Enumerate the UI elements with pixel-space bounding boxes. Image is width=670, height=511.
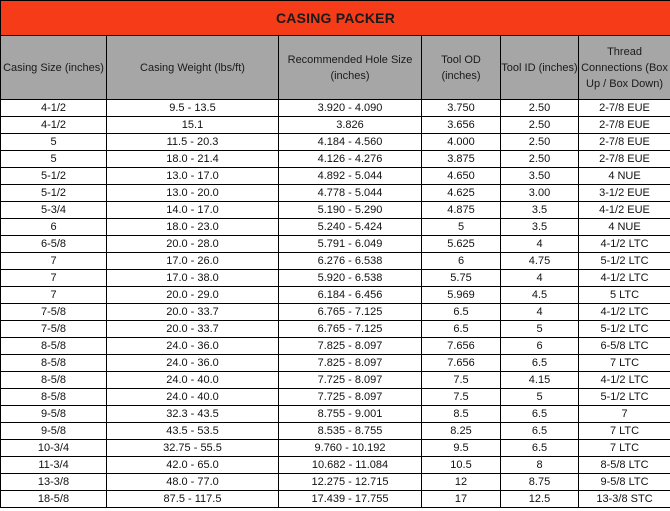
cell-tool-id: 6	[501, 338, 579, 355]
cell-casing-size: 8-5/8	[1, 389, 107, 406]
cell-thread-connection: 5 LTC	[579, 287, 670, 304]
cell-hole-size: 9.760 - 10.192	[279, 440, 422, 457]
cell-casing-size: 13-3/8	[1, 474, 107, 491]
cell-hole-size: 8.755 - 9.001	[279, 406, 422, 423]
table-row	[1, 219, 670, 236]
cell-thread-connection: 7 LTC	[579, 440, 670, 457]
cell-casing-weight: 20.0 - 28.0	[107, 236, 279, 253]
cell-hole-size: 3.920 - 4.090	[279, 100, 422, 117]
header-tool-id: Tool ID (inches)	[501, 36, 579, 100]
cell-casing-size: 18-5/8	[1, 491, 107, 508]
cell-casing-size: 9-5/8	[1, 423, 107, 440]
cell-casing-size: 7	[1, 287, 107, 304]
cell-thread-connection: 4-1/2 LTC	[579, 372, 670, 389]
cell-casing-weight: 17.0 - 38.0	[107, 270, 279, 287]
table-row	[1, 117, 670, 134]
table-body	[1, 100, 670, 508]
cell-thread-connection: 13-3/8 STC	[579, 491, 670, 508]
table-title: CASING PACKER	[1, 1, 670, 36]
cell-casing-weight: 48.0 - 77.0	[107, 474, 279, 491]
cell-tool-od: 8.25	[422, 423, 501, 440]
cell-tool-od: 4.000	[422, 134, 501, 151]
cell-thread-connection: 7	[579, 406, 670, 423]
cell-hole-size: 6.765 - 7.125	[279, 321, 422, 338]
cell-tool-od: 7.5	[422, 389, 501, 406]
cell-tool-id: 2.50	[501, 134, 579, 151]
cell-casing-weight: 42.0 - 65.0	[107, 457, 279, 474]
table-row	[1, 474, 670, 491]
cell-hole-size: 6.765 - 7.125	[279, 304, 422, 321]
table-row	[1, 321, 670, 338]
cell-tool-od: 6.5	[422, 304, 501, 321]
cell-casing-size: 5	[1, 151, 107, 168]
cell-tool-od: 5.75	[422, 270, 501, 287]
table-row	[1, 236, 670, 253]
table-row	[1, 355, 670, 372]
cell-casing-size: 7	[1, 253, 107, 270]
cell-casing-size: 5-1/2	[1, 185, 107, 202]
cell-hole-size: 6.276 - 6.538	[279, 253, 422, 270]
cell-tool-id: 3.5	[501, 219, 579, 236]
cell-thread-connection: 7 LTC	[579, 423, 670, 440]
cell-tool-od: 4.875	[422, 202, 501, 219]
table-row	[1, 304, 670, 321]
cell-tool-id: 8.75	[501, 474, 579, 491]
cell-thread-connection: 6-5/8 LTC	[579, 338, 670, 355]
cell-casing-size: 4-1/2	[1, 117, 107, 134]
cell-hole-size: 6.184 - 6.456	[279, 287, 422, 304]
cell-casing-weight: 24.0 - 40.0	[107, 372, 279, 389]
cell-tool-id: 4.75	[501, 253, 579, 270]
cell-tool-id: 4.15	[501, 372, 579, 389]
header-row	[1, 36, 670, 100]
cell-casing-size: 6-5/8	[1, 236, 107, 253]
table-row	[1, 440, 670, 457]
cell-hole-size: 5.791 - 6.049	[279, 236, 422, 253]
table-row	[1, 491, 670, 508]
cell-hole-size: 8.535 - 8.755	[279, 423, 422, 440]
cell-tool-od: 3.656	[422, 117, 501, 134]
cell-tool-od: 4.625	[422, 185, 501, 202]
cell-thread-connection: 3-1/2 EUE	[579, 185, 670, 202]
cell-tool-id: 4.5	[501, 287, 579, 304]
cell-tool-id: 2.50	[501, 100, 579, 117]
cell-casing-weight: 13.0 - 20.0	[107, 185, 279, 202]
cell-casing-weight: 20.0 - 33.7	[107, 304, 279, 321]
cell-tool-id: 2.50	[501, 117, 579, 134]
cell-tool-od: 6	[422, 253, 501, 270]
cell-hole-size: 7.725 - 8.097	[279, 372, 422, 389]
cell-hole-size: 5.190 - 5.290	[279, 202, 422, 219]
cell-tool-od: 7.656	[422, 338, 501, 355]
table-row	[1, 151, 670, 168]
table-row	[1, 338, 670, 355]
table-row	[1, 168, 670, 185]
cell-hole-size: 7.725 - 8.097	[279, 389, 422, 406]
cell-tool-id: 2.50	[501, 151, 579, 168]
cell-casing-size: 8-5/8	[1, 338, 107, 355]
cell-tool-id: 12.5	[501, 491, 579, 508]
cell-tool-id: 3.50	[501, 168, 579, 185]
cell-thread-connection: 7 LTC	[579, 355, 670, 372]
cell-casing-weight: 43.5 - 53.5	[107, 423, 279, 440]
cell-casing-weight: 24.0 - 36.0	[107, 355, 279, 372]
cell-casing-weight: 32.75 - 55.5	[107, 440, 279, 457]
cell-thread-connection: 2-7/8 EUE	[579, 134, 670, 151]
cell-thread-connection: 4 NUE	[579, 168, 670, 185]
cell-tool-od: 6.5	[422, 321, 501, 338]
cell-casing-weight: 18.0 - 23.0	[107, 219, 279, 236]
cell-casing-size: 5	[1, 134, 107, 151]
table-row	[1, 406, 670, 423]
cell-casing-weight: 32.3 - 43.5	[107, 406, 279, 423]
cell-casing-size: 8-5/8	[1, 372, 107, 389]
cell-tool-od: 7.656	[422, 355, 501, 372]
cell-thread-connection: 4-1/2 EUE	[579, 202, 670, 219]
cell-tool-id: 3.5	[501, 202, 579, 219]
cell-thread-connection: 5-1/2 LTC	[579, 321, 670, 338]
cell-tool-id: 6.5	[501, 440, 579, 457]
cell-thread-connection: 4-1/2 LTC	[579, 236, 670, 253]
cell-hole-size: 3.826	[279, 117, 422, 134]
cell-casing-weight: 20.0 - 29.0	[107, 287, 279, 304]
header-thread-connections: Thread Connections (Box Up / Box Down)	[579, 36, 670, 100]
cell-thread-connection: 9-5/8 LTC	[579, 474, 670, 491]
cell-tool-od: 4.650	[422, 168, 501, 185]
cell-casing-weight: 20.0 - 33.7	[107, 321, 279, 338]
table-row	[1, 389, 670, 406]
cell-casing-size: 4-1/2	[1, 100, 107, 117]
cell-tool-id: 5	[501, 389, 579, 406]
cell-casing-weight: 87.5 - 117.5	[107, 491, 279, 508]
header-hole-size: Recommended Hole Size (inches)	[279, 36, 422, 100]
cell-tool-id: 5	[501, 321, 579, 338]
cell-hole-size: 4.778 - 5.044	[279, 185, 422, 202]
table-row	[1, 287, 670, 304]
cell-casing-weight: 18.0 - 21.4	[107, 151, 279, 168]
cell-casing-weight: 9.5 - 13.5	[107, 100, 279, 117]
cell-thread-connection: 4-1/2 LTC	[579, 270, 670, 287]
cell-casing-weight: 24.0 - 40.0	[107, 389, 279, 406]
table-row	[1, 100, 670, 117]
cell-thread-connection: 5-1/2 LTC	[579, 389, 670, 406]
cell-casing-size: 5-1/2	[1, 168, 107, 185]
cell-thread-connection: 8-5/8 LTC	[579, 457, 670, 474]
cell-tool-id: 6.5	[501, 406, 579, 423]
cell-casing-size: 7	[1, 270, 107, 287]
cell-hole-size: 4.892 - 5.044	[279, 168, 422, 185]
cell-tool-id: 6.5	[501, 355, 579, 372]
cell-casing-weight: 24.0 - 36.0	[107, 338, 279, 355]
cell-hole-size: 4.184 - 4.560	[279, 134, 422, 151]
cell-tool-od: 3.750	[422, 100, 501, 117]
cell-tool-od: 3.875	[422, 151, 501, 168]
cell-casing-weight: 14.0 - 17.0	[107, 202, 279, 219]
header-tool-od: Tool OD (inches)	[422, 36, 501, 100]
table-row	[1, 134, 670, 151]
cell-casing-weight: 11.5 - 20.3	[107, 134, 279, 151]
cell-hole-size: 4.126 - 4.276	[279, 151, 422, 168]
cell-hole-size: 12.275 - 12.715	[279, 474, 422, 491]
cell-casing-size: 7-5/8	[1, 321, 107, 338]
table-row	[1, 372, 670, 389]
header-casing-weight: Casing Weight (lbs/ft)	[107, 36, 279, 100]
cell-casing-size: 11-3/4	[1, 457, 107, 474]
table-row	[1, 457, 670, 474]
cell-tool-id: 3.00	[501, 185, 579, 202]
cell-tool-od: 5.969	[422, 287, 501, 304]
cell-thread-connection: 4-1/2 LTC	[579, 304, 670, 321]
cell-tool-od: 5	[422, 219, 501, 236]
cell-casing-size: 6	[1, 219, 107, 236]
table-row	[1, 202, 670, 219]
cell-thread-connection: 2-7/8 EUE	[579, 117, 670, 134]
cell-casing-weight: 17.0 - 26.0	[107, 253, 279, 270]
cell-tool-id: 4	[501, 236, 579, 253]
cell-casing-size: 10-3/4	[1, 440, 107, 457]
cell-tool-id: 6.5	[501, 423, 579, 440]
cell-hole-size: 10.682 - 11.084	[279, 457, 422, 474]
cell-tool-od: 5.625	[422, 236, 501, 253]
cell-thread-connection: 5-1/2 LTC	[579, 253, 670, 270]
table-row	[1, 270, 670, 287]
cell-casing-size: 9-5/8	[1, 406, 107, 423]
cell-hole-size: 17.439 - 17.755	[279, 491, 422, 508]
cell-tool-od: 9.5	[422, 440, 501, 457]
cell-tool-od: 8.5	[422, 406, 501, 423]
table-row	[1, 423, 670, 440]
cell-tool-id: 4	[501, 304, 579, 321]
cell-hole-size: 5.920 - 6.538	[279, 270, 422, 287]
cell-tool-od: 7.5	[422, 372, 501, 389]
cell-hole-size: 7.825 - 8.097	[279, 338, 422, 355]
header-casing-size: Casing Size (inches)	[1, 36, 107, 100]
cell-hole-size: 5.240 - 5.424	[279, 219, 422, 236]
cell-tool-id: 4	[501, 270, 579, 287]
cell-casing-size: 8-5/8	[1, 355, 107, 372]
cell-tool-id: 8	[501, 457, 579, 474]
cell-thread-connection: 4 NUE	[579, 219, 670, 236]
cell-casing-size: 5-3/4	[1, 202, 107, 219]
cell-hole-size: 7.825 - 8.097	[279, 355, 422, 372]
table-row	[1, 253, 670, 270]
cell-thread-connection: 2-7/8 EUE	[579, 151, 670, 168]
cell-casing-weight: 13.0 - 17.0	[107, 168, 279, 185]
table-row	[1, 185, 670, 202]
cell-tool-od: 12	[422, 474, 501, 491]
cell-tool-od: 17	[422, 491, 501, 508]
cell-thread-connection: 2-7/8 EUE	[579, 100, 670, 117]
cell-casing-weight: 15.1	[107, 117, 279, 134]
cell-tool-od: 10.5	[422, 457, 501, 474]
title-row	[1, 1, 670, 36]
cell-casing-size: 7-5/8	[1, 304, 107, 321]
